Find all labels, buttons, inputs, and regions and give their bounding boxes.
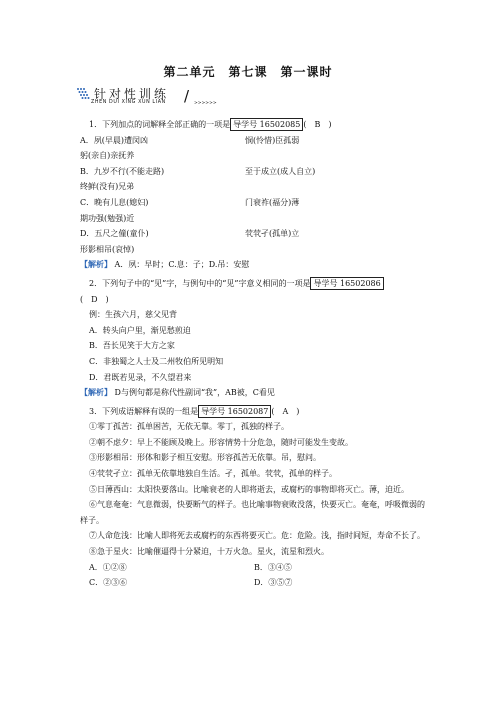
q2-stem-line	[80, 276, 428, 292]
section-dots-icon	[76, 87, 90, 101]
q2-option-c: C．非独蜀之人士及二州牧伯所见明知	[89, 356, 224, 366]
q1-option-c-2: 门衰祚(福分)薄	[245, 197, 300, 207]
q2-example: 例：生孩六月，慈父见背	[89, 310, 177, 320]
q3-item-4: ④茕茕孑立：孤单无依靠地独自生活。孑，孤单。茕茕，孤单的样子。	[89, 469, 337, 479]
q1-option-a-2: 悯(怜惜)臣孤弱	[245, 135, 300, 145]
q1-option-a-3: 躬(亲自)亲抚养	[80, 151, 135, 161]
section-title: 针对性训练	[94, 87, 170, 101]
q3-item-6: ⑥气息奄奄：气息微弱，快要断气的样子。也比喻事物衰败没落，快要灭亡。奄奄，呼吸微弱的样子。	[80, 500, 425, 525]
q1-stem-line	[80, 117, 428, 133]
q3-item-5: ⑤日薄西山：太阳快要落山。比喻衰老的人即将逝去，或腐朽的事物即将灭亡。薄，迫近。	[89, 484, 409, 494]
q1-option-d-2: 茕茕孑(孤单)立	[245, 229, 300, 239]
question-list	[80, 117, 428, 591]
q1-row-c	[80, 195, 428, 211]
q2-option-d: D．君既若见录，不久望君来	[89, 372, 192, 382]
q2-answer: ( D )	[80, 294, 109, 304]
q3-stem: 3．下列成语解释有误的一组是	[89, 406, 199, 416]
section-arrows: >>>>>>	[194, 101, 217, 106]
page-title: 第二单元 第七课 第一课时	[163, 65, 333, 79]
q3-stem-line	[80, 404, 428, 420]
q3-item-2: ②朝不虑夕：早上不能顾及晚上。形容情势十分危急，随时可能发生变故。	[89, 437, 353, 447]
section-header	[76, 85, 226, 111]
q3-row-ab	[80, 560, 428, 576]
q1-code: 导学号 16502085	[230, 118, 303, 131]
section-pinyin: ZHEN DUI XING XUN LIAN	[91, 100, 166, 105]
q1-answer: ( B )	[303, 120, 332, 129]
q1-option-d-1: D．五尺之僮(童仆)	[80, 229, 149, 239]
q3-item-7: ⑦人命危浅：比喻人即将死去或腐朽的东西将要灭亡。危：危险。浅，指时间短，寿命不长了。	[89, 531, 425, 541]
q2-analysis	[80, 385, 428, 401]
q3-code: 导学号 16502087	[198, 405, 271, 418]
q1-analysis-text: A．夙：早时；C.息：子；D.吊：安慰	[114, 260, 250, 270]
q3-row-cd	[80, 575, 428, 591]
q1-option-a-1: A．夙(早晨)遭闵凶	[80, 135, 149, 145]
q1-option-b-2: 至于成立(成人自立)	[245, 166, 316, 176]
q3-option-a: A．①②⑧	[89, 562, 127, 572]
q1-option-b-1: B．九岁不行(不能走路)	[80, 166, 165, 176]
q2-stem: 2．下列句子中的“见”字，与例句中的“见”字意义相同的一项是	[89, 278, 311, 288]
q1-option-c-3: 期功强(勉强)近	[80, 213, 135, 223]
q3-item-3: ③形影相吊：形体和影子相互安慰。形容孤苦无依靠。吊，慰问。	[89, 453, 321, 463]
q3-answer: ( A )	[271, 406, 300, 416]
q2-option-a: A．转头向户里，渐见愁煎迫	[89, 325, 191, 335]
q2-option-b: B．吾长见笑于大方之家	[89, 341, 175, 351]
q1-row-a	[80, 133, 428, 149]
q1-analysis	[80, 257, 428, 273]
q3-option-d: D．③⑤⑦	[254, 578, 293, 588]
q2-analysis-label: 【解析】	[80, 388, 112, 398]
q1-option-d-3: 形影相吊(哀悼)	[80, 244, 135, 254]
q1-row-b	[80, 164, 428, 180]
q3-item-8: ⑧急于星火：比喻催逼得十分紧迫，十万火急。星火，流星和烈火。	[89, 547, 329, 557]
q3-option-b: B．③④⑤	[254, 562, 292, 572]
q1-option-c-1: C．晚有儿息(媳妇)	[80, 197, 149, 207]
q1-option-b-3: 终鲜(没有)兄弟	[80, 182, 135, 192]
q2-code: 导学号 16502086	[310, 277, 383, 290]
q3-option-c: C．②③⑥	[89, 578, 128, 588]
q1-row-d	[80, 226, 428, 242]
q3-item-1: ①零丁孤苦：孤单困苦，无依无靠。零丁，孤独的样子。	[89, 422, 289, 432]
q1-analysis-label: 【解析】	[80, 260, 112, 270]
section-slash-icon: /	[184, 87, 190, 105]
q2-analysis-text: D与例句都是称代性副词“我”，AB被，C看见	[114, 388, 275, 398]
q1-stem: 1．下列加点的词解释全部正确的一项是	[89, 120, 231, 129]
